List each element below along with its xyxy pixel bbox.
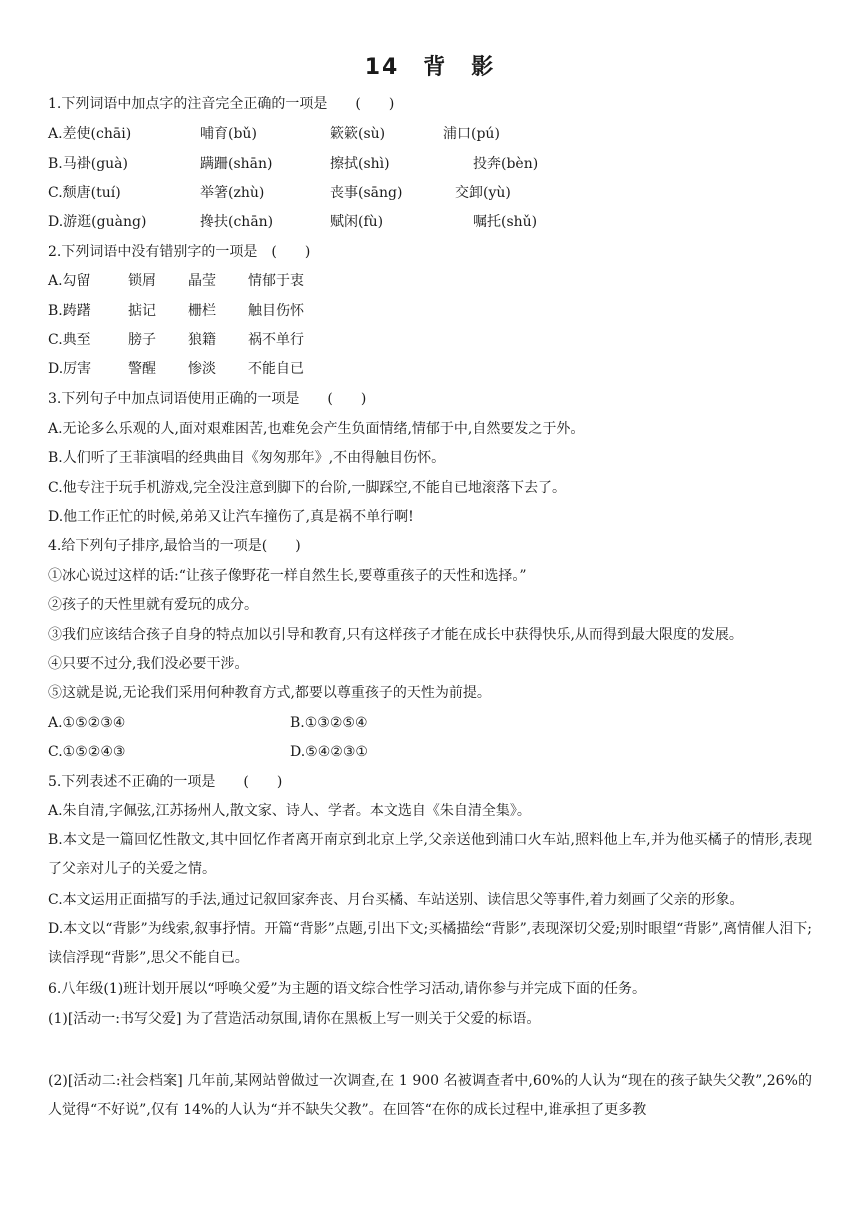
q1-option-d	[48, 212, 812, 232]
q2-option-a	[48, 271, 812, 291]
q2-option-b	[48, 301, 812, 321]
q2-c-1: C.典至	[48, 332, 91, 348]
q1-c-3: 丧事(sāng)	[330, 185, 403, 201]
q1-d-1: D.游逛(guàng)	[48, 214, 147, 230]
q1-c-4: 交卸(yù)	[455, 185, 511, 201]
q3-stem: 3.下列句子中加点词语使用正确的一项是 ( )	[48, 391, 367, 407]
q1-option-a	[48, 124, 812, 144]
q5-option-d: D.本文以“背影”为线索,叙事抒情。开篇“背影”点题,引出下文;买橘描绘“背影”,表现深切父爱;别时眼望“背影”,离情催人泪下;读信浮现“背影”,思父不能自已。	[48, 921, 812, 966]
q1-b-4: 投奔(bèn)	[473, 156, 539, 172]
q2-stem: 2.下列词语中没有错别字的一项是 ( )	[48, 244, 311, 260]
q3-option-d: D.他工作正忙的时候,弟弟又让汽车撞伤了,真是祸不单行啊!	[48, 509, 414, 525]
q2-c-3: 狼籍	[188, 332, 216, 348]
q1-option-b	[48, 154, 812, 174]
q2-c-2: 膀子	[128, 332, 156, 348]
q4-stem: 4.给下列句子排序,最恰当的一项是( )	[48, 538, 301, 554]
q5-option-a: A.朱自清,字佩弦,江苏扬州人,散文家、诗人、学者。本文选自《朱自清全集》。	[48, 803, 531, 819]
q2-d-2: 警醒	[128, 361, 156, 377]
q1-b-2: 蹒跚(shān)	[200, 156, 273, 172]
q2-a-2: 锁屑	[128, 273, 156, 289]
q1-d-4: 嘱托(shǔ)	[473, 214, 538, 230]
q1-a-3: 簌簌(sù)	[330, 126, 386, 142]
q1-a-4: 浦口(pú)	[443, 126, 500, 142]
q1-stem: 1.下列词语中加点字的注音完全正确的一项是 ( )	[48, 96, 395, 112]
q2-a-4: 情郁于衷	[248, 273, 304, 289]
q5-option-c: C.本文运用正面描写的手法,通过记叙回家奔丧、月台买橘、车站送别、读信思父等事件,着力刻画了父亲的形象。	[48, 892, 744, 908]
q4-sentence-2: ②孩子的天性里就有爱玩的成分。	[48, 597, 258, 613]
q3-option-a: A.无论多么乐观的人,面对艰难困苦,也难免会产生负面情绪,情郁于中,自然要发之于外。	[48, 421, 585, 437]
q2-a-3: 晶莹	[188, 273, 216, 289]
q4-options-row-1	[48, 713, 812, 733]
q1-option-c	[48, 183, 812, 203]
q1-b-3: 擦拭(shì)	[330, 156, 390, 172]
q4-option-b: B.①③②⑤④	[290, 715, 368, 731]
page-title: 14 背 影	[364, 55, 496, 80]
q4-sentence-4: ④只要不过分,我们没必要干涉。	[48, 656, 249, 672]
q4-option-c: C.①⑤②④③	[48, 744, 126, 760]
q2-d-3: 惨淡	[188, 361, 216, 377]
q4-option-a: A.①⑤②③④	[48, 715, 126, 731]
q1-c-1: C.颓唐(tuí)	[48, 185, 121, 201]
q1-a-2: 哺育(bǔ)	[200, 126, 257, 142]
q6-part-2: (2)[活动二:社会档案] 几年前,某网站曾做过一次调查,在 1 900 名被调查者中,60%的人认为“现在的孩子缺失父教”,26%的人觉得“不好说”,仅有 14%的人认为“并不缺失父教”。在回答“在你的成长过程中,谁承担了更多教	[48, 1073, 812, 1118]
q1-a-1: A.差使(chāi)	[48, 126, 132, 142]
q2-b-4: 触目伤怀	[248, 303, 304, 319]
q2-b-1: B.踌躇	[48, 303, 91, 319]
q1-b-1: B.马褂(guà)	[48, 156, 128, 172]
q2-b-2: 掂记	[128, 303, 156, 319]
q2-d-4: 不能自已	[248, 361, 304, 377]
q1-d-3: 赋闲(fù)	[330, 214, 384, 230]
q2-a-1: A.勾留	[48, 273, 91, 289]
q2-b-3: 栅栏	[188, 303, 216, 319]
q2-option-d	[48, 359, 812, 379]
q6-stem: 6.八年级(1)班计划开展以“呼唤父爱”为主题的语文综合性学习活动,请你参与并完成下面的任务。	[48, 981, 646, 997]
q5-option-b: B.本文是一篇回忆性散文,其中回忆作者离开南京到北京上学,父亲送他到浦口火车站,照料他上车,并为他买橘子的情形,表现了父亲对儿子的关爱之情。	[48, 832, 812, 877]
q5-stem: 5.下列表述不正确的一项是 ( )	[48, 774, 283, 790]
q4-sentence-1: ①冰心说过这样的话:“让孩子像野花一样自然生长,要尊重孩子的天性和选择。”	[48, 568, 527, 584]
q1-c-2: 举箸(zhù)	[200, 185, 265, 201]
q6-part-1: (1)[活动一:书写父爱] 为了营造活动氛围,请你在黑板上写一则关于父爱的标语。	[48, 1011, 541, 1027]
q4-options-row-2	[48, 742, 812, 762]
q4-sentence-3: ③我们应该结合孩子自身的特点加以引导和教育,只有这样孩子才能在成长中获得快乐,从而得到最大限度的发展。	[48, 627, 743, 643]
q3-option-c: C.他专注于玩手机游戏,完全没注意到脚下的台阶,一脚踩空,不能自已地滚落下去了。	[48, 480, 567, 496]
q1-d-2: 搀扶(chān)	[200, 214, 274, 230]
q2-c-4: 祸不单行	[248, 332, 304, 348]
q3-option-b: B.人们听了王菲演唱的经典曲目《匆匆那年》,不由得触目伤怀。	[48, 450, 446, 466]
q4-sentence-5: ⑤这就是说,无论我们采用何种教育方式,都要以尊重孩子的天性为前提。	[48, 685, 491, 701]
q4-option-d: D.⑤④②③①	[290, 744, 368, 760]
q2-option-c	[48, 330, 812, 350]
q2-d-1: D.厉害	[48, 361, 92, 377]
